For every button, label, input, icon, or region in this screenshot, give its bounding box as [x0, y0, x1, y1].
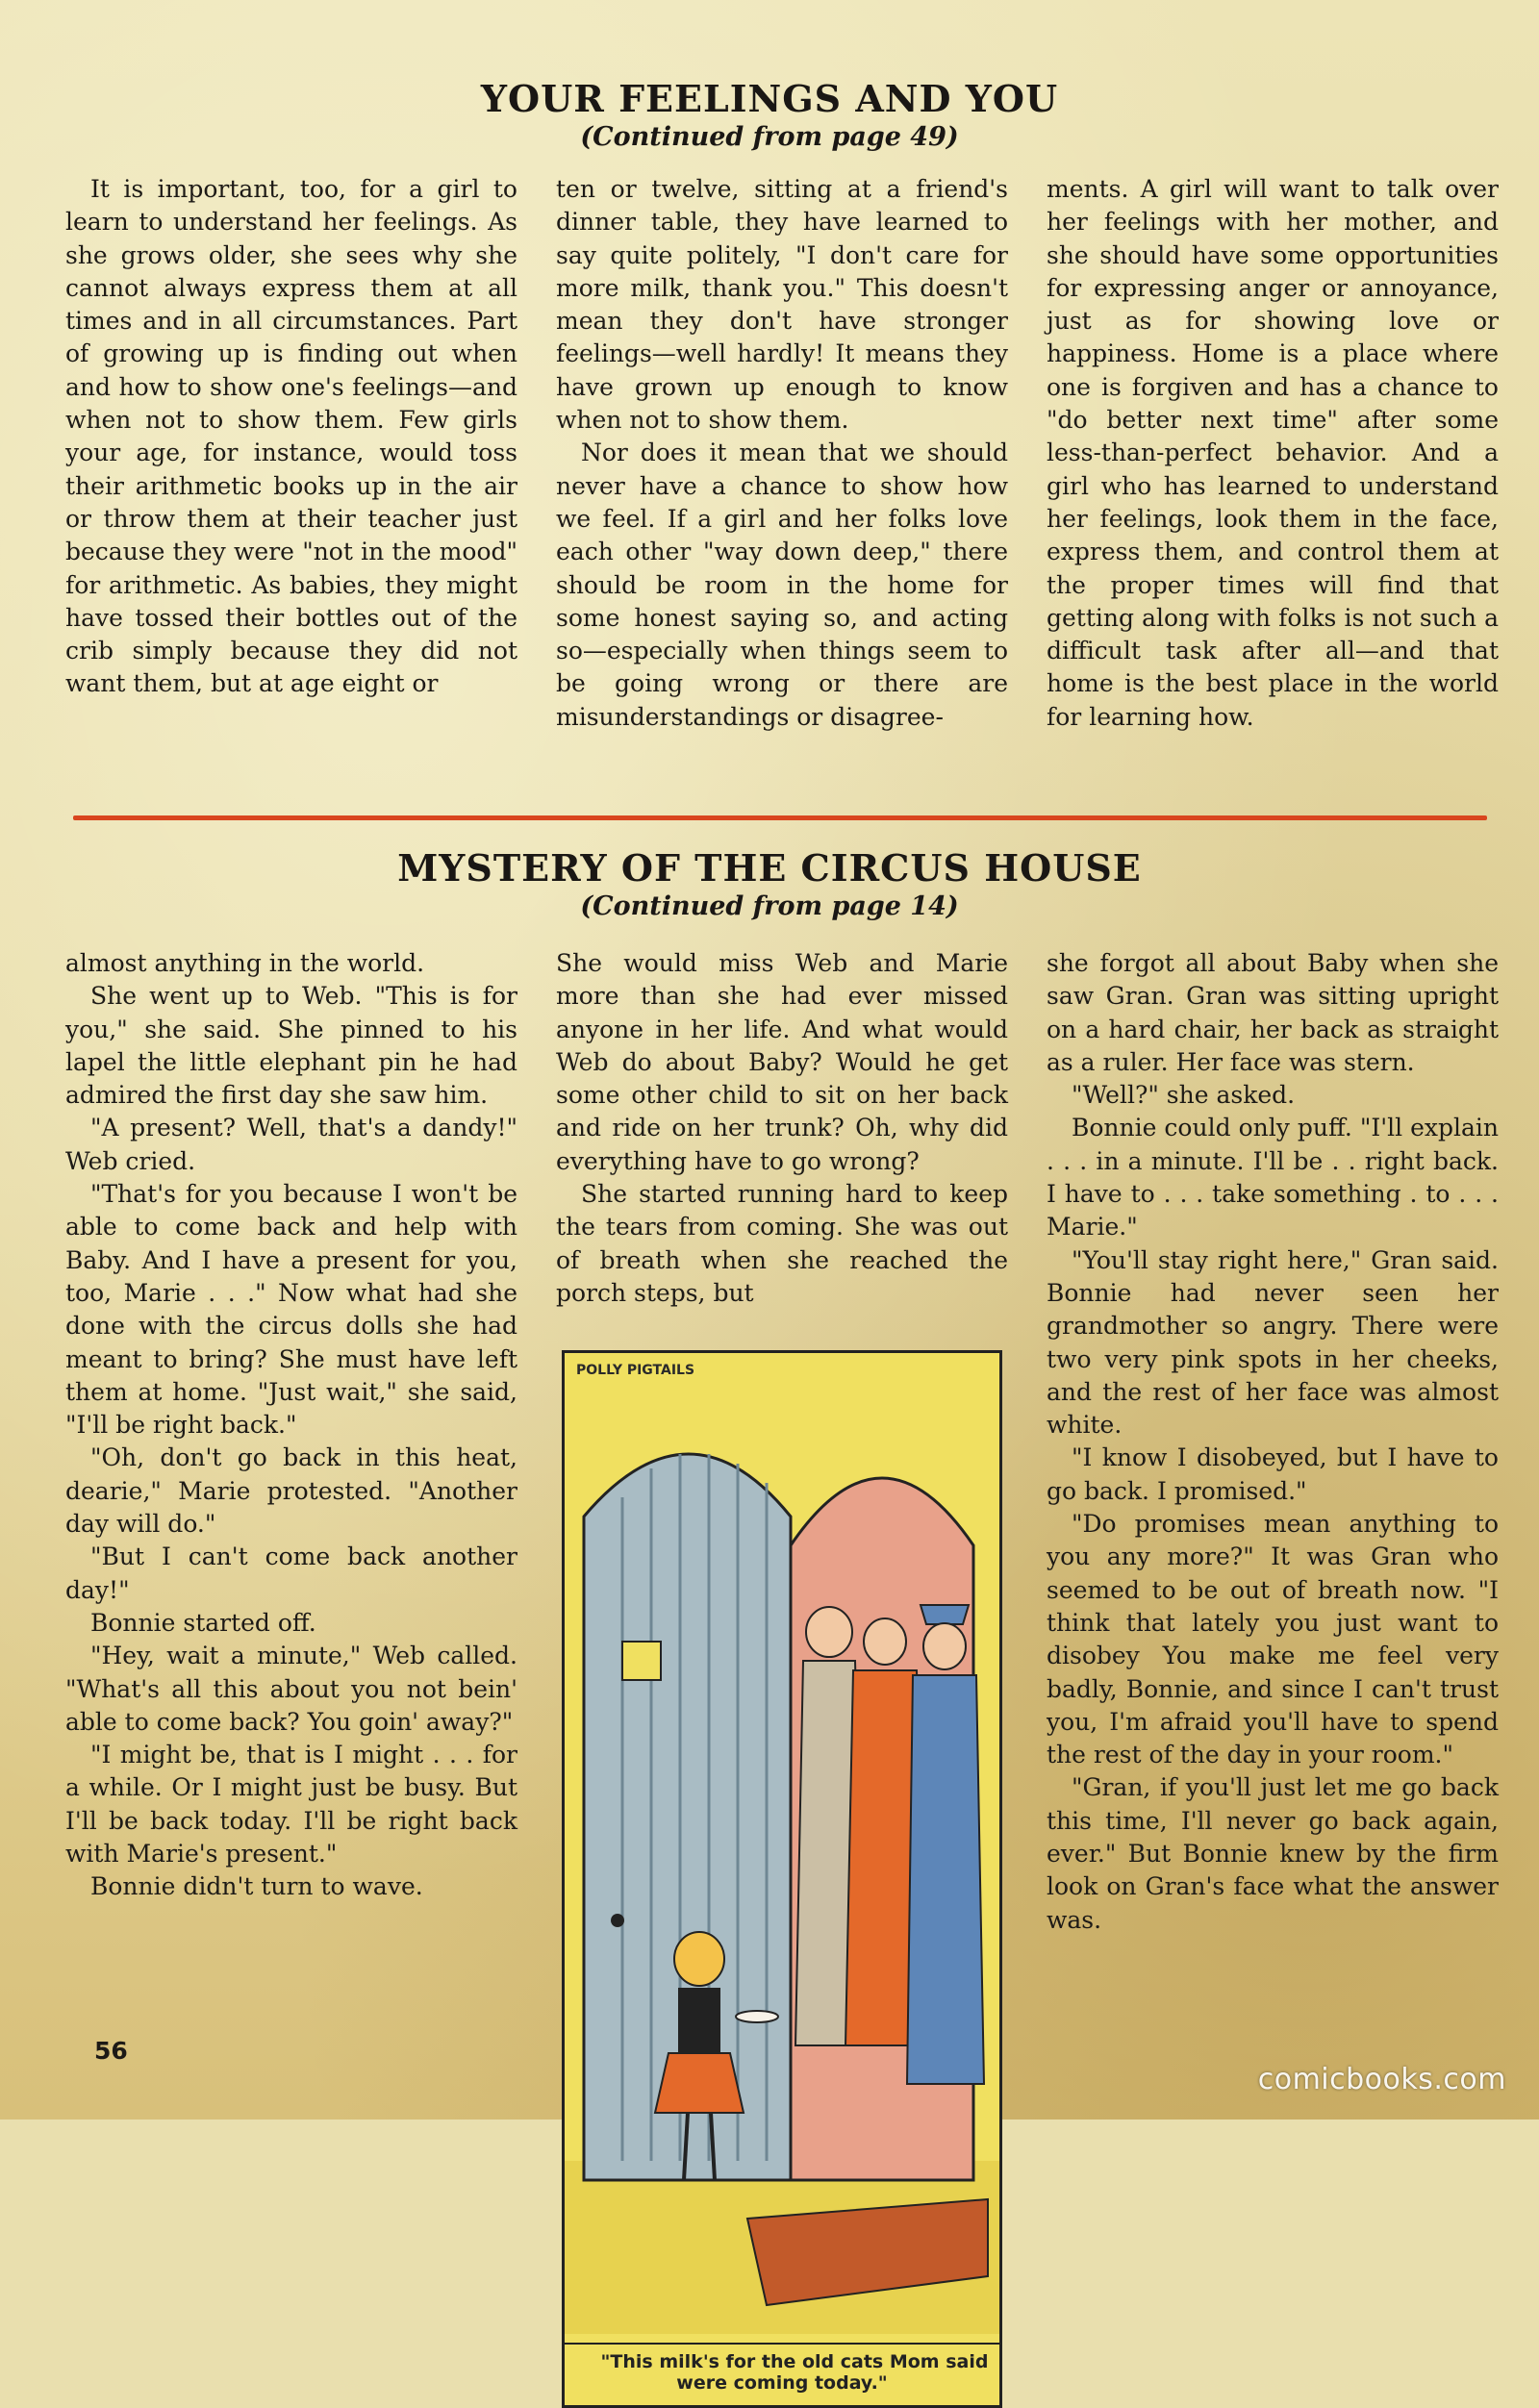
paragraph: she forgot all about Baby when she saw Gran. Gran was sitting upright on a hard chair, her back as straight as a ruler. Her face was stern. — [1047, 949, 1499, 1076]
paragraph: "That's for you because I won't be able to come back and help with Baby. And I have a present for you, too, Marie . . ." Now what had she done with the circus dolls she had meant to bring? She must have left them at home. "Just wait," she said, "I'll be right back." — [65, 1180, 517, 1440]
article-title: YOUR FEELINGS AND YOU — [480, 77, 1059, 120]
column-2 — [556, 173, 1008, 789]
column-3 — [1047, 947, 1499, 2053]
article-title: MYSTERY OF THE CIRCUS HOUSE — [397, 846, 1142, 890]
article-header — [0, 846, 1539, 921]
paragraph: "Do promises mean anything to you any more?" It was Gran who seemed to be out of breath now. "I think that lately you just want to disobey You make me feel very badly, Bonnie, and since I can't trust you, I'm afraid you'll have to spend the rest of the day in your room." — [1047, 1510, 1499, 1769]
paragraph: "You'll stay right here," Gran said. Bonnie had never seen her grandmother so angry. There were two very pink spots in her cheeks, and the rest of her face was almost white. — [1047, 1245, 1499, 1440]
paragraph: "Oh, don't go back in this heat, dearie," Marie protested. "Another day will do." — [65, 1443, 517, 1539]
paragraph: "A present? Well, that's a dandy!" Web cried. — [65, 1114, 517, 1175]
paragraph: "Hey, wait a minute," Web called. "What's all this about you not bein' able to come back? You goin' away?" — [65, 1642, 517, 1736]
article-header — [0, 77, 1539, 152]
paragraph: "Gran, if you'll just let me go back this time, I'll never go back again, ever." But Bonnie knew by the firm look on Gran's face what the answer was. — [1047, 1773, 1499, 1934]
paragraph: She went up to Web. "This is for you," she said. She pinned to his lapel the little elephant pin he had admired the first day she saw him. — [65, 982, 517, 1110]
watermark: comicbooks.com — [1257, 2063, 1506, 2096]
paragraph: ten or twelve, sitting at a friend's dinner table, they have learned to say quite politely, "I don't care for more milk, thank you." This doesn't mean they don't have stronger feelings—well hardly! It means they have grown up enough to know when not to show them. — [556, 175, 1008, 435]
paragraph: Nor does it mean that we should never have a chance to show how we feel. If a girl and her folks love each other "way down deep," there should be room in the home for some honest saying so, and acting so—especially when things seem to be going wrong or there are misunderstandings or disagree- — [556, 439, 1008, 731]
paragraph: Bonnie didn't turn to wave. — [90, 1872, 423, 1901]
paragraph: She started running hard to keep the tears from coming. She was out of breath when she reached the porch steps, but — [556, 1180, 1008, 1307]
paragraph: It is important, too, for a girl to learn to understand her feelings. As she grows older, she sees why she cannot always express them at all times and in all circumstances. Part of growing up is finding out when and how to show one's feelings—and when not to show them. Few girls your age, for instance, would toss their arithmetic books up in the air or throw them at their teacher just because they were "not in the mood" for arithmetic. As babies, they might have tossed their bottles out of the crib simply because they did not want them, but at age eight or — [65, 175, 517, 698]
paragraph: "I might be, that is I might . . . for a while. Or I might just be busy. But I'll be back today. I'll be right back with Marie's present." — [65, 1741, 517, 1869]
comic-caption: "This milk's for the old cats Mom said were coming today." — [600, 2351, 989, 2395]
column-2 — [556, 947, 1008, 2395]
paragraph: Bonnie started off. — [90, 1608, 316, 1637]
comic-panel — [562, 1350, 1002, 2408]
comic-illustration — [565, 1353, 999, 2405]
paragraph: Bonnie could only puff. "I'll explain . . . in a minute. I'll be . . right back. I have to . . . take something . to . . . Marie." — [1047, 1114, 1499, 1242]
page-number: 56 — [94, 2037, 128, 2065]
paragraph: "Well?" she asked. — [1072, 1081, 1296, 1110]
paragraph: She would miss Web and Marie more than she had ever missed anyone in her life. And what would Web do about Baby? Would he get some other child to sit on her back and ride on her trunk? Oh, why did everything have to go wrong? — [556, 949, 1008, 1175]
paragraph: "But I can't come back another day!" — [65, 1543, 517, 1604]
comic-title-tag: POLLY PIGTAILS — [576, 1363, 695, 1379]
continued-note: (Continued from page 49) — [580, 122, 959, 152]
paragraph: almost anything in the world. — [65, 949, 425, 977]
column-1 — [65, 173, 517, 789]
column-3 — [1047, 173, 1499, 789]
article-your-feelings — [0, 77, 1539, 808]
section-divider — [73, 815, 1487, 820]
paragraph: "I know I disobeyed, but I have to go back. I promised." — [1047, 1443, 1499, 1505]
article-columns — [65, 173, 1499, 789]
continued-note: (Continued from page 14) — [580, 891, 959, 921]
paragraph: ments. A girl will want to talk over her feelings with her mother, and she should have some opportunities for expressing anger or annoyance, just as for showing love or happiness. Home is a place where one is forgiven and has a chance to "do better next time" after some less-than-perfect behavior. And a girl who has learned to understand her feelings, look them in the face, express them, and control them at the proper times will find that getting along with folks is not such a difficult task after all—and that home is the best place in the world for learning how. — [1047, 175, 1499, 731]
column-1 — [65, 947, 517, 2053]
